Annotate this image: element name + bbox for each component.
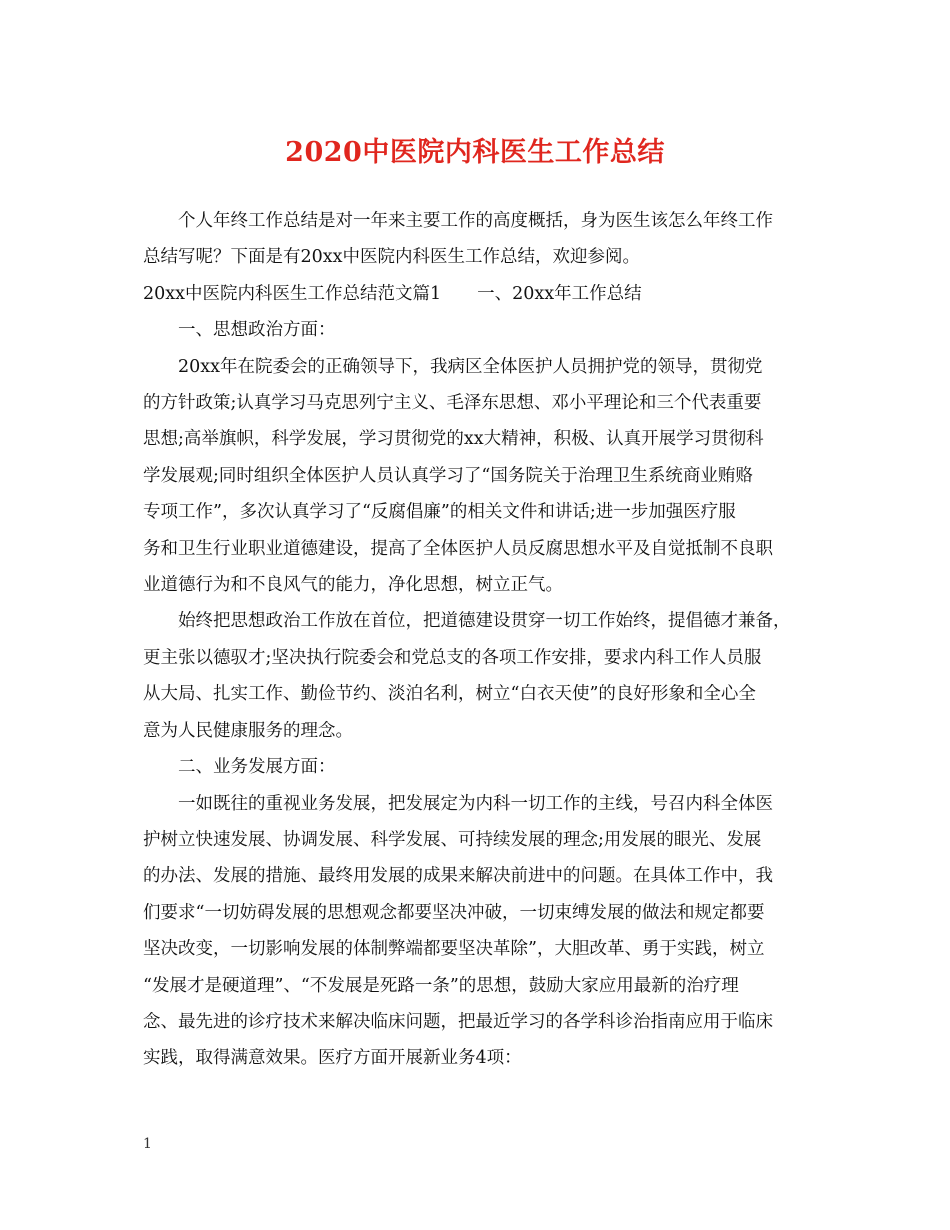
text-line: 念、最先进的诊疗技术来解决临床问题，把最近学习的各学科诊治指南应用于临床 <box>143 1011 773 1032</box>
intro-paragraph <box>143 203 813 276</box>
text-line: 的方针政策;认真学习马克思列宁主义、毛泽东思想、邓小平理论和三个代表重要 <box>143 393 762 414</box>
section-heading-politics <box>143 312 813 348</box>
text-line: 总结写呢？下面是有20xx中医院内科医生工作总结，欢迎参阅。 <box>143 247 641 268</box>
politics-paragraph-1 <box>143 349 813 604</box>
year-summary-heading: 一、20xx年工作总结 <box>477 283 642 304</box>
article-heading: 20xx中医院内科医生工作总结范文篇1 <box>143 283 442 304</box>
text-line: 实践，取得满意效果。医疗方面开展新业务4项： <box>143 1048 522 1069</box>
text-line: 20xx年在院委会的正确领导下，我病区全体医护人员拥护党的领导，贯彻党 <box>178 356 763 377</box>
text-line: 专项工作”，多次认真学习了“反腐倡廉”的相关文件和讲话;进一步加强医疗服 <box>143 502 736 523</box>
text-line: 从大局、扎实工作、勤俭节约、淡泊名利，树立“白衣天使”的良好形象和全心全 <box>143 684 756 705</box>
document-title: 2020中医院内科医生工作总结 <box>285 137 665 168</box>
text-line: “发展才是硬道理”、“不发展是死路一条”的思想，鼓励大家应用最新的治疗理 <box>143 975 739 996</box>
text-line: 学发展观;同时组织全体医护人员认真学习了“国务院关于治理卫生系统商业贿赂 <box>143 465 753 486</box>
text-line: 思想;高举旗帜，科学发展，学习贯彻党的xx大精神，积极、认真开展学习贯彻科 <box>143 429 764 450</box>
page-number: 1 <box>143 1136 152 1152</box>
text-line: 务和卫生行业职业道德建设，提高了全体医护人员反腐思想水平及自觉抵制不良职 <box>143 538 773 559</box>
text-line: 一如既往的重视业务发展，把发展定为内科一切工作的主线，号召内科全体医 <box>178 793 773 814</box>
business-paragraph-1 <box>143 786 813 1077</box>
text-line: 个人年终工作总结是对一年来主要工作的高度概括，身为医生该怎么年终工作 <box>178 211 773 231</box>
text-line: 坚决改变，一切影响发展的体制弊端都要坚决革除”，大胆改革、勇于实践，树立 <box>143 939 765 960</box>
section-heading-business <box>143 749 813 785</box>
section-heading: 一、思想政治方面： <box>178 320 336 341</box>
politics-paragraph-2 <box>143 603 813 749</box>
article-heading-line <box>143 276 813 312</box>
text-line: 业道德行为和不良风气的能力，净化思想，树立正气。 <box>143 575 563 596</box>
text-line: 们要求“一切妨碍发展的思想观念都要坚决冲破，一切束缚发展的做法和规定都要 <box>143 902 765 923</box>
text-line: 的办法、发展的措施、最终用发展的成果来解决前进中的问题。在具体工作中，我 <box>143 866 773 887</box>
document-body <box>143 203 813 1077</box>
text-line: 意为人民健康服务的理念。 <box>143 720 353 741</box>
text-line: 护树立快速发展、协调发展、科学发展、可持续发展的理念;用发展的眼光、发展 <box>143 829 762 850</box>
text-line: 更主张以德驭才;坚决执行院委会和党总支的各项工作安排，要求内科工作人员服 <box>143 647 762 668</box>
section-heading: 二、业务发展方面： <box>178 757 336 778</box>
text-line: 始终把思想政治工作放在首位，把道德建设贯穿一切工作始终，提倡德才兼备， <box>178 611 791 632</box>
